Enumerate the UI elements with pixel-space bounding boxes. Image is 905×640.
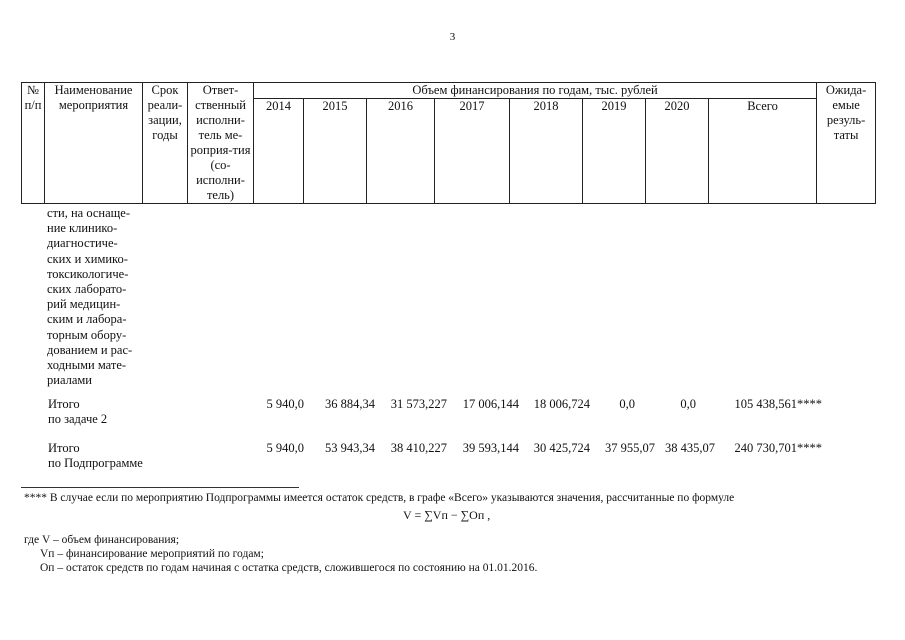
value-2020: 38 435,07 xyxy=(665,441,715,455)
footnote-on: Oп – остаток средств по годам начиная с остатка средств, сложившегося по состоянию на 01.01.2016. xyxy=(40,562,538,574)
header-responsible: Ответ-ственный исполни-тель ме-роприя-тия (со-исполни-тель) xyxy=(188,83,254,204)
header-year: 2014 xyxy=(254,99,304,204)
value-2015: 53 943,34 xyxy=(325,441,375,455)
value-2015: 36 884,34 xyxy=(325,397,375,411)
total-label: Итого по задаче 2 xyxy=(48,397,108,426)
value-2016: 31 573,227 xyxy=(390,397,447,411)
value-2014: 5 940,0 xyxy=(266,441,304,455)
value-2019: 0,0 xyxy=(619,397,635,411)
footnote-where: где V – объем финансирования; xyxy=(24,534,180,546)
value-2018: 30 425,724 xyxy=(533,441,590,455)
header-total: Всего xyxy=(709,99,817,204)
value-2017: 17 006,144 xyxy=(462,397,519,411)
header-year: 2016 xyxy=(367,99,435,204)
total-label: Итого по Подпрограмме xyxy=(48,441,143,470)
value-2016: 38 410,227 xyxy=(390,441,447,455)
value-total: 105 438,561**** xyxy=(734,397,822,411)
value-2018: 18 006,724 xyxy=(533,397,590,411)
page-number: 3 xyxy=(449,31,456,43)
value-2014: 5 940,0 xyxy=(266,397,304,411)
footnote-vn: Vп – финансирование мероприятий по годам; xyxy=(40,548,264,560)
value-2020: 0,0 xyxy=(680,397,696,411)
header-result: Ожида-емые резуль-таты xyxy=(817,83,876,204)
header-funding: Объем финансирования по годам, тыс. рублей xyxy=(254,83,817,99)
value-2019: 37 955,07 xyxy=(605,441,655,455)
header-year: 2020 xyxy=(646,99,709,204)
header-name: Наименование мероприятия xyxy=(45,83,143,204)
footnote-divider xyxy=(21,487,299,488)
value-2017: 39 593,144 xyxy=(462,441,519,455)
header-year: 2018 xyxy=(510,99,583,204)
header-year: 2015 xyxy=(304,99,367,204)
header-year: 2019 xyxy=(583,99,646,204)
continued-activity-name: сти, на оснаще- ние клинико- диагностиче- ских и химико- токсикологиче- ских лаборато- рий медицин- ским и лабора- торным обору- дованием и рас- ходными мате- риалами xyxy=(47,206,133,388)
header-term: Срок реали-зации, годы xyxy=(143,83,188,204)
funding-table-header xyxy=(21,82,876,204)
value-total: 240 730,701**** xyxy=(734,441,822,455)
header-num: № п/п xyxy=(22,83,45,204)
header-year: 2017 xyxy=(435,99,510,204)
footnote-formula: V = ∑Vп − ∑Oп , xyxy=(403,508,491,522)
footnote-main: **** В случае если по мероприятию Подпрограммы имеется остаток средств, в графе «Всего» указываются значения, рассчитанные по формуле xyxy=(24,492,735,504)
